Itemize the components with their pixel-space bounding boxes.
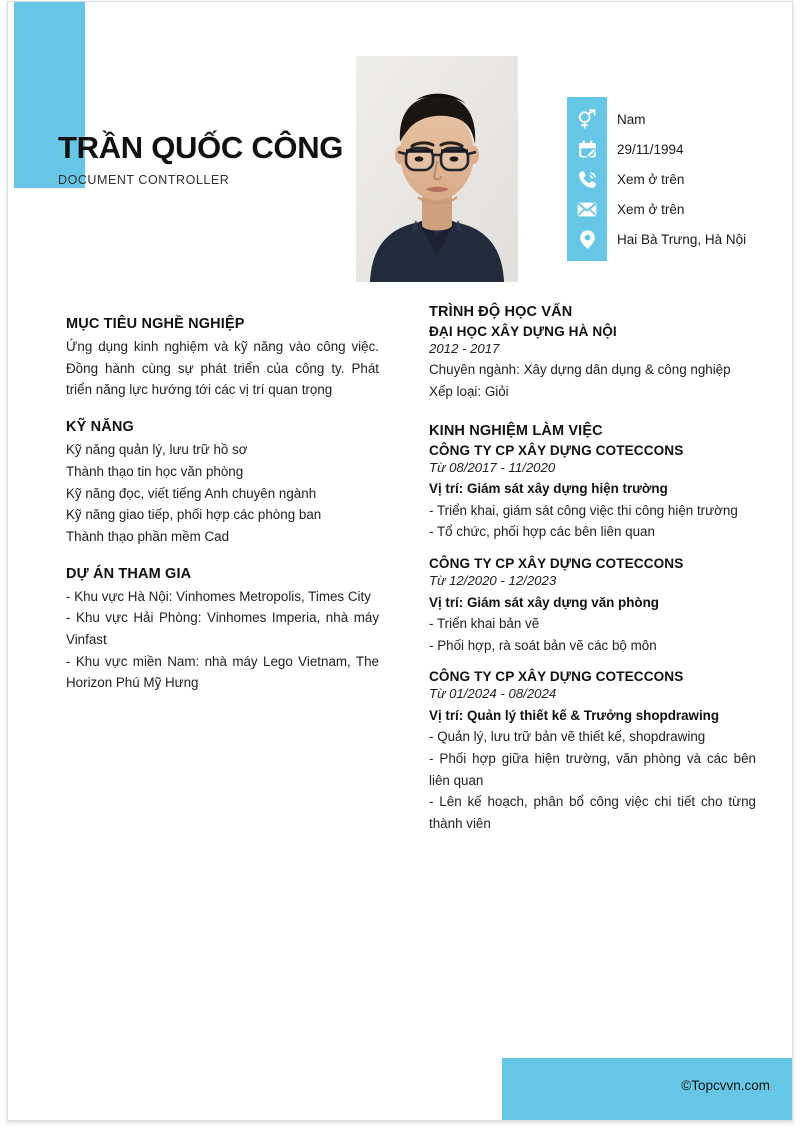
contact-icon-bar xyxy=(567,97,607,261)
section-skills xyxy=(66,419,379,548)
spacer xyxy=(429,403,756,417)
section-projects xyxy=(66,566,379,695)
experience-item xyxy=(429,556,756,656)
candidate-role: DOCUMENT CONTROLLER xyxy=(58,172,230,187)
project-item: - Khu vực Hải Phòng: Vinhomes Imperia, nhà máy Vinfast xyxy=(66,610,380,648)
experience-position: Vị trí: Quản lý thiết kế & Trưởng shopdrawing xyxy=(429,707,720,723)
contact-value-birthday: 29/11/1994 xyxy=(617,141,684,157)
section-title-experience: KINH NGHIỆM LÀM VIỆC xyxy=(429,422,603,439)
left-column xyxy=(8,298,397,835)
calendar-icon xyxy=(567,134,607,164)
education-major: Chuyên ngành: Xây dựng dân dụng & công nghiệp xyxy=(429,362,731,378)
contact-value-address: Hai Bà Trưng, Hà Nội xyxy=(617,231,747,247)
candidate-name: TRẦN QUỐC CÔNG xyxy=(58,130,344,165)
section-title-objective: MỤC TIÊU NGHỀ NGHIỆP xyxy=(66,316,245,332)
experience-duty: - Triển khai bản vẽ xyxy=(429,616,540,632)
footer-credit: ©Topcvvn.com xyxy=(681,1078,770,1093)
gender-icon xyxy=(567,104,607,134)
phone-icon xyxy=(567,164,607,194)
experience-period: Từ 12/2020 - 12/2023 xyxy=(429,573,557,589)
contact-value-email: Xem ở trên xyxy=(617,201,685,217)
section-experience xyxy=(429,423,756,835)
section-title-education: TRÌNH ĐỘ HỌC VẤN xyxy=(429,304,573,320)
experience-company: CÔNG TY CP XÂY DỰNG COTECCONS xyxy=(429,556,684,572)
education-period: 2012 - 2017 xyxy=(429,341,500,356)
cv-body xyxy=(8,298,792,835)
skill-item: Kỹ năng đọc, viết tiếng Anh chuyên ngành xyxy=(66,485,317,501)
experience-company: CÔNG TY CP XÂY DỰNG COTECCONS xyxy=(429,669,684,685)
experience-period: Từ 01/2024 - 08/2024 xyxy=(429,686,557,702)
skill-item: Kỹ năng quản lý, lưu trữ hồ sơ xyxy=(66,442,248,458)
portrait-photo xyxy=(356,56,518,282)
right-column xyxy=(397,298,792,835)
section-title-skills: KỸ NĂNG xyxy=(66,419,134,436)
experience-position: Vị trí: Giám sát xây dựng văn phòng xyxy=(429,594,659,610)
footer-band xyxy=(502,1058,792,1120)
education-school: ĐẠI HỌC XÂY DỰNG HÀ NỘI xyxy=(429,324,617,339)
name-block xyxy=(58,130,348,187)
contact-list xyxy=(567,97,746,261)
email-icon xyxy=(567,194,607,224)
project-item: - Khu vực miền Nam: nhà máy Lego Vietnam, The Horizon Phú Mỹ Hưng xyxy=(66,653,380,691)
education-grade: Xếp loại: Giỏi xyxy=(429,384,509,400)
experience-duty: - Tổ chức, phối hợp các bên liên quan xyxy=(429,524,655,540)
location-icon xyxy=(567,224,607,254)
experience-duty: - Quản lý, lưu trữ bản vẽ thiết kế, shopdrawing xyxy=(429,729,706,745)
contact-value-gender: Nam xyxy=(617,111,646,127)
skill-item: Kỹ năng giao tiếp, phối hợp các phòng ban xyxy=(66,507,322,523)
section-title-projects: DỰ ÁN THAM GIA xyxy=(66,565,192,582)
experience-company: CÔNG TY CP XÂY DỰNG COTECCONS xyxy=(429,442,684,458)
experience-period: Từ 08/2017 - 11/2020 xyxy=(429,459,556,475)
experience-position: Vị trí: Giám sát xây dựng hiện trường xyxy=(429,481,668,497)
section-education xyxy=(429,304,756,403)
contact-values xyxy=(607,97,746,261)
project-item: - Khu vực Hà Nội: Vinhomes Metropolis, Times City xyxy=(66,588,371,604)
skill-item: Thành thạo phần mềm Cad xyxy=(66,528,230,544)
objective-text: Ứng dụng kinh nghiệm và kỹ năng vào công việc. Đồng hành cùng sự phát triển của công ty. Phát triển năng lực hướng tới các vị trí quan trọng xyxy=(66,339,380,398)
cv-page xyxy=(7,1,793,1121)
section-objective xyxy=(66,316,379,401)
experience-item xyxy=(429,669,756,834)
experience-duty: - Phối hợp, rà soát bản vẽ các bộ môn xyxy=(429,637,657,653)
experience-duty: - Triển khai, giám sát công việc thi công hiện trường xyxy=(429,502,738,518)
avatar xyxy=(356,56,518,282)
experience-duty: - Phối hợp giữa hiện trường, văn phòng và các bên liên quan xyxy=(429,751,756,788)
contact-value-phone: Xem ở trên xyxy=(617,171,685,187)
skill-item: Thành thạo tin học văn phòng xyxy=(66,463,244,479)
cv-header xyxy=(8,2,792,298)
experience-duty: - Lên kế hoạch, phân bổ công việc chi tiết cho từng thành viên xyxy=(429,794,756,832)
experience-item xyxy=(429,443,756,543)
